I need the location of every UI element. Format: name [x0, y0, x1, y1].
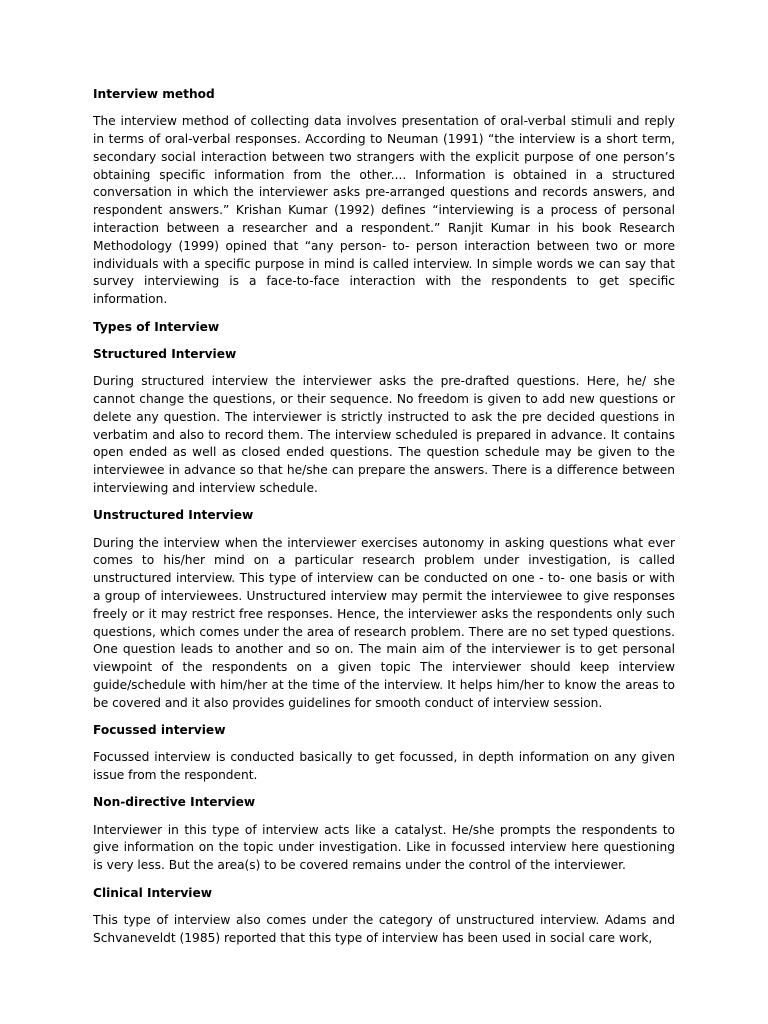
paragraph-clinical-interview: This type of interview also comes under the category of unstructured interview. Adams and Schvaneveldt (1985) reported that this type of interview has been used in social care work,	[93, 912, 675, 945]
heading-types-of-interview: Types of Interview	[93, 319, 220, 334]
heading-unstructured-interview: Unstructured Interview	[93, 508, 254, 523]
paragraph-structured-interview: During structured interview the interviewer asks the pre-drafted questions. Here, he/ she cannot change the questions, or their sequence. No freedom is given to add new questions or delete any question. The interviewer is strictly instructed to ask the pre decided questions in verbatim and also to record them. The interview scheduled is prepared in advance. It contains open ended as well as closed ended questions. The question schedule may be given to the interviewee in advance so that he/she can prepare the answers. There is a difference between interviewing and interview schedule.	[93, 374, 675, 495]
heading-structured-interview: Structured Interview	[93, 346, 237, 361]
heading-non-directive-interview: Non-directive Interview	[93, 795, 256, 810]
paragraph-focussed-interview: Focussed interview is conducted basically to get focussed, in depth information on any given issue from the respondent.	[93, 750, 675, 783]
paragraph-non-directive-interview: Interviewer in this type of interview acts like a catalyst. He/she prompts the respondents to give information on the topic under investigation. Like in focussed interview here questioning is very less. But the area(s) to be covered remains under the control of the interviewer.	[93, 822, 675, 873]
paragraph-interview-method: The interview method of collecting data involves presentation of oral-verbal stimuli and reply in terms of oral-verbal responses. According to Neuman (1991) “the interview is a short term, secondary social interaction between two strangers with the explicit purpose of one person’s obtaining specific information from the other.... Information is obtained in a structured conversation in which the interviewer asks pre-arranged questions and records answers, and respondent answers.” Krishan Kumar (1992) defines “interviewing is a process of personal interaction between a researcher and a respondent.” Ranjit Kumar in his book Research Methodology (1999) opined that “any person- to- person interaction between two or more individuals with a specific purpose in mind is called interview. In simple words we can say that survey interviewing is a face-to-face interaction with the respondents to get specific information.	[93, 114, 675, 307]
heading-interview-method: Interview method	[93, 87, 215, 101]
heading-clinical-interview: Clinical Interview	[93, 885, 212, 900]
document-page	[93, 86, 675, 957]
heading-focussed-interview: Focussed interview	[93, 723, 226, 737]
paragraph-unstructured-interview: During the interview when the interviewer exercises autonomy in asking questions what ever comes to his/her mind on a particular research problem under investigation, is called unstructured interview. This type of interview can be conducted on one - to- one basis or with a group of interviewees. Unstructured interview may permit the interviewee to give responses freely or it may restrict free responses. Hence, the interviewer asks the respondents only such questions, which comes under the area of research problem. There are no set typed questions. One question leads to another and so on. The main aim of the interviewer is to get personal viewpoint of the respondents on a given topic The interviewer should keep interview guide/schedule with him/her at the time of the interview. It helps him/her to know the areas to be covered and it also provides guidelines for smooth conduct of interview session.	[93, 535, 675, 710]
